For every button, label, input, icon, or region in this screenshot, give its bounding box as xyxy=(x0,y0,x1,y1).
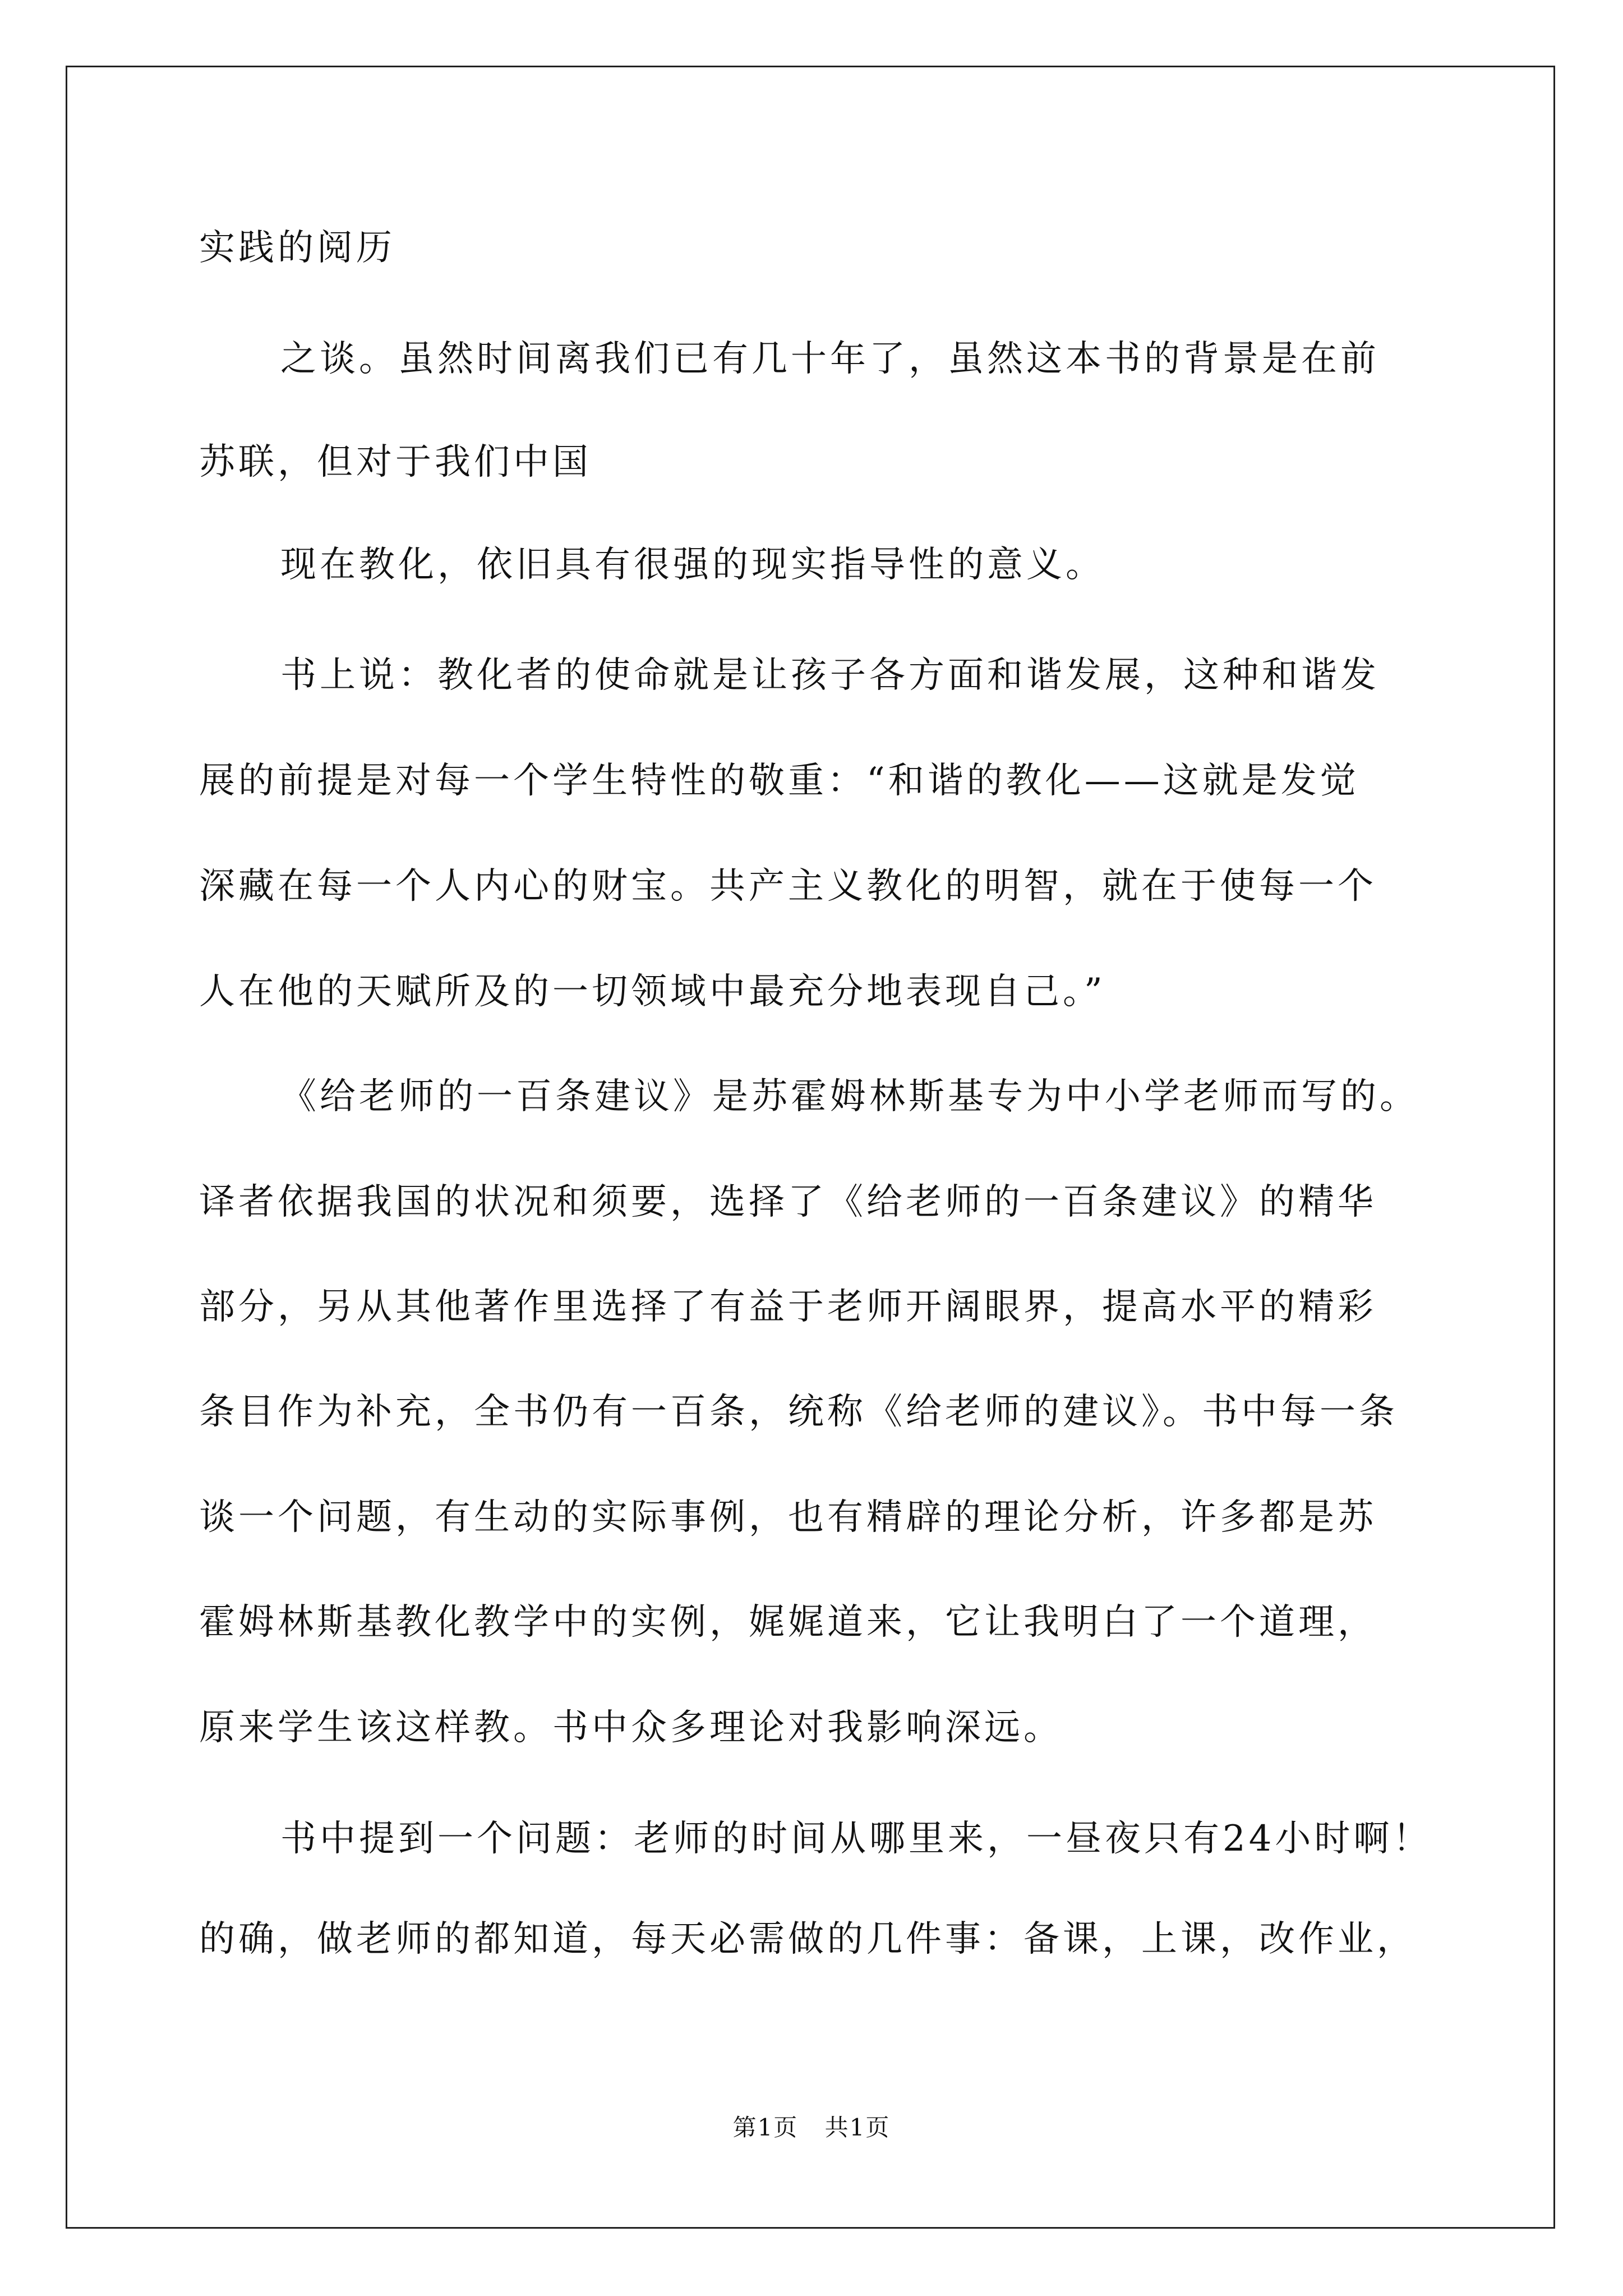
page-footer xyxy=(0,2112,1623,2143)
text-line: 人在他的天赋所及的一切领域中最充分地表现自己。” xyxy=(199,971,1106,1013)
text-line: 现在教化，依旧具有很强的现实指导性的意义。 xyxy=(280,544,1105,586)
text-line: 原来学生该这样教。书中众多理论对我影响深远。 xyxy=(199,1707,1063,1749)
page-total: 共1页 xyxy=(824,2114,891,2141)
text-line: 谈一个问题，有生动的实际事例，也有精辟的理论分析，许多都是苏 xyxy=(199,1497,1377,1538)
text-line: 书中提到一个问题：老师的时间从哪里来，一昼夜只有24小时啊！ xyxy=(280,1818,1432,1860)
text-line: 译者依据我国的状况和须要，选择了《给老师的一百条建议》的精华 xyxy=(199,1181,1377,1223)
text-line: 实践的阅历 xyxy=(199,227,395,269)
text-line: 深藏在每一个人内心的财宝。共产主义教化的明智，就在于使每一个 xyxy=(199,866,1377,907)
text-line: 部分，另从其他著作里选择了有益于老师开阔眼界，提高水平的精彩 xyxy=(199,1286,1377,1328)
page-number: 第1页 xyxy=(732,2114,799,2141)
text-line: 展的前提是对每一个学生特性的敬重：“和谐的教化——这就是发觉 xyxy=(199,760,1359,802)
page-border xyxy=(66,66,1555,2229)
text-line: 条目作为补充，全书仍有一百条，统称《给老师的建议》。书中每一条 xyxy=(199,1391,1398,1433)
text-line: 《给老师的一百条建议》是苏霍姆林斯基专为中小学老师而写的。 xyxy=(280,1076,1419,1117)
text-line: 之谈。虽然时间离我们已有几十年了，虽然这本书的背景是在前 xyxy=(280,338,1380,380)
text-line: 书上说：教化者的使命就是让孩子各方面和谐发展，这种和谐发 xyxy=(280,655,1380,696)
text-line: 苏联，但对于我们中国 xyxy=(199,441,592,483)
text-line: 的确，做老师的都知道，每天必需做的几件事：备课，上课，改作业， xyxy=(199,1918,1416,1960)
text-line: 霍姆林斯基教化教学中的实例，娓娓道来，它让我明白了一个道理， xyxy=(199,1602,1377,1643)
